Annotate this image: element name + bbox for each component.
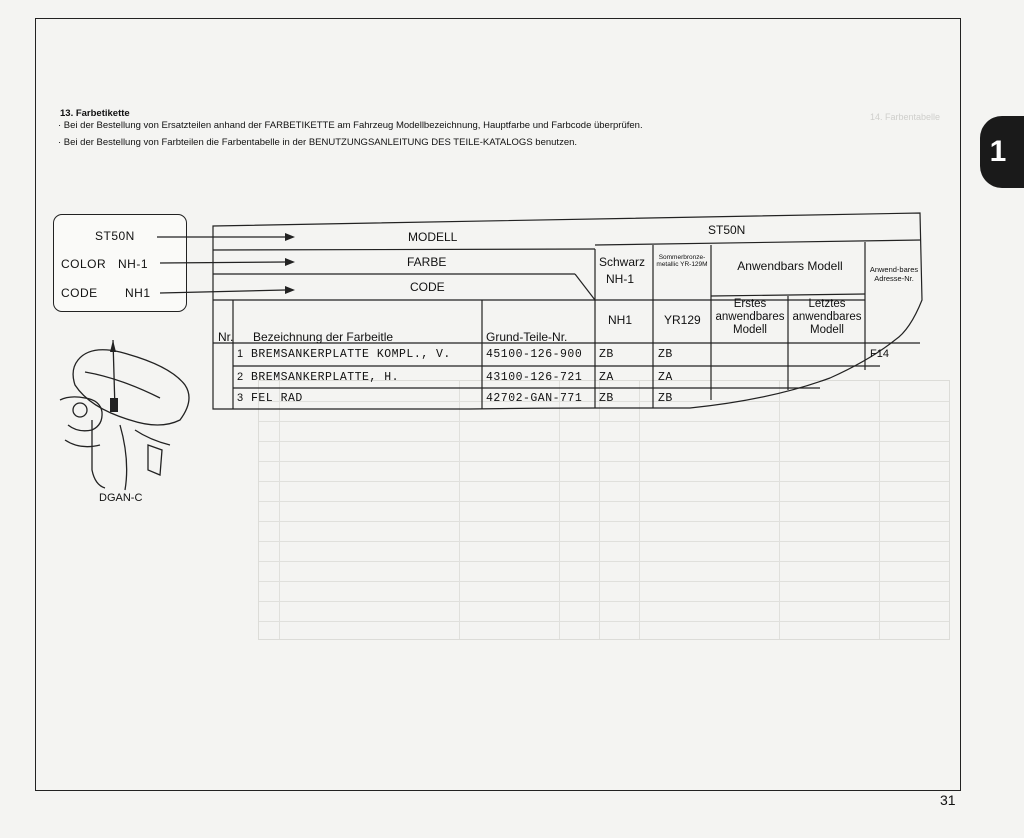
bullet-2: · Bei der Bestellung von Farbteilen die Farbentabelle in der BENUTZUNGSANLEITUNG DES TEILE-KATALOGS benutzen. bbox=[58, 137, 578, 148]
label-code-value: NH1 bbox=[125, 286, 151, 300]
row-3-grund: 42702-GAN-771 bbox=[486, 392, 583, 405]
col-bez-header: Bezeichnung der Farbeitle bbox=[253, 330, 394, 344]
row-1-bez: BREMSANKERPLATTE KOMPL., V. bbox=[251, 348, 451, 361]
letztes-header: Letztes anwendbares Modell bbox=[792, 298, 862, 336]
row-2-c2: ZA bbox=[658, 371, 673, 384]
row-1-c1: ZB bbox=[599, 348, 614, 361]
label-color-value: NH-1 bbox=[118, 257, 149, 271]
anwendbars-header: Anwendbars Modell bbox=[737, 259, 843, 273]
row-2-c1: ZA bbox=[599, 371, 614, 384]
page-number: 31 bbox=[940, 792, 956, 808]
row-3-nr: 3 bbox=[237, 392, 244, 404]
section-title: 13. Farbetikette bbox=[60, 108, 130, 119]
row-1-nr: 1 bbox=[237, 348, 244, 360]
bullet-1: · Bei der Bestellung von Ersatzteilen anhand der FARBETIKETTE am Fahrzeug Modellbezeichnung, Hauptfarbe und Farbcode überprüfen. bbox=[58, 120, 643, 131]
col-grund-header: Grund-Teile-Nr. bbox=[486, 330, 568, 344]
row-3-bez: FEL RAD bbox=[251, 392, 303, 405]
row-1-grund: 45100-126-900 bbox=[486, 348, 583, 361]
adresse-value: F14 bbox=[870, 348, 889, 360]
adresse-header: Anwend-bares Adresse-Nr. bbox=[869, 265, 919, 283]
row-2-bez: BREMSANKERPLATTE, H. bbox=[251, 371, 400, 384]
scooter-sketch-icon bbox=[60, 340, 189, 490]
col-nr-header: Nr. bbox=[218, 330, 234, 344]
row-2-nr: 2 bbox=[237, 371, 244, 383]
schwarz-header: Schwarz bbox=[599, 255, 646, 269]
row-3-c1: ZB bbox=[599, 392, 614, 405]
erstes-header: Erstes anwendbares Modell bbox=[715, 298, 785, 336]
row-label-farbe: FARBE bbox=[407, 255, 447, 269]
row-2-grund: 43100-126-721 bbox=[486, 371, 583, 384]
label-code-key: CODE bbox=[61, 286, 98, 300]
row-label-code: CODE bbox=[410, 280, 445, 294]
chapter-tab: 1 bbox=[980, 116, 1024, 188]
schwarz-code: NH-1 bbox=[606, 272, 635, 286]
row-1-c2: ZB bbox=[658, 348, 673, 361]
code-yr129: YR129 bbox=[664, 313, 701, 327]
figure-caption: DGAN-C bbox=[99, 492, 143, 504]
row-3-c2: ZB bbox=[658, 392, 673, 405]
model-name: ST50N bbox=[708, 223, 746, 237]
ghost-text: 14. Farbentabelle bbox=[870, 112, 941, 122]
code-nh1: NH1 bbox=[608, 313, 633, 327]
row-label-modell: MODELL bbox=[408, 230, 458, 244]
label-color-key: COLOR bbox=[61, 257, 107, 271]
sommer-header: Sommerbronze-metallic YR-129M bbox=[656, 254, 708, 268]
label-model: ST50N bbox=[95, 229, 135, 243]
